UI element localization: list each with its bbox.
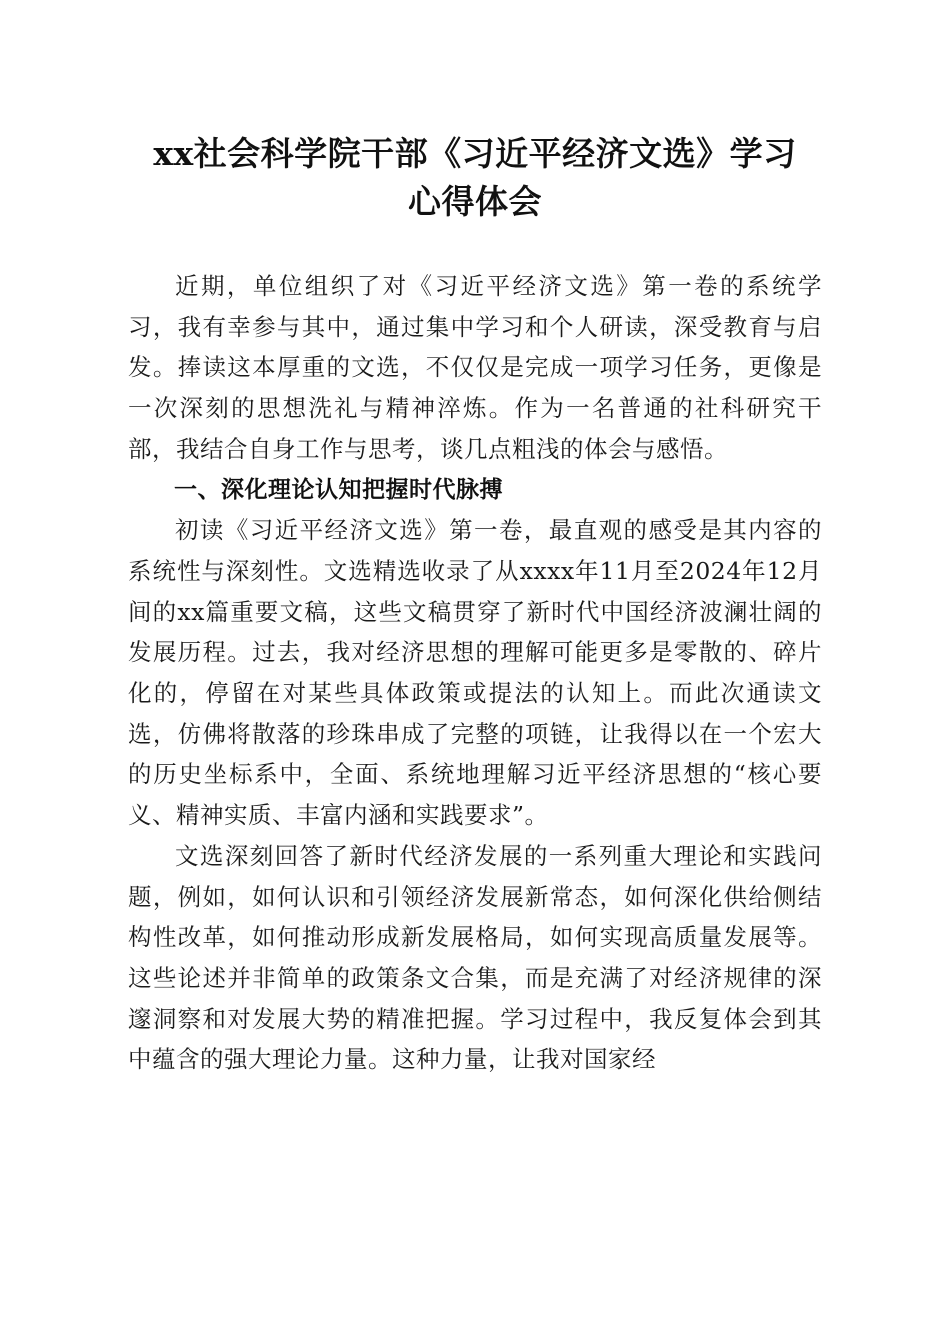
section-heading: 一、深化理论认知把握时代脉搏 <box>174 476 503 503</box>
body-paragraph: 文选深刻回答了新时代经济发展的一系列重大理论和实践问题，例如，如何认识和引领经济发展新常态，如何深化供给侧结构性改革，如何推动形成新发展格局，如何实现高质量发展等。这些论述并非简单的政策条文合集，而是充满了对经济规律的深邃洞察和对发展大势的精准把握。学习过程中，我反复体会到其中蕴含的强大理论力量。这种力量，让我对国家经 <box>128 841 822 1074</box>
body-paragraph: 初读《习近平经济文选》第一卷，最直观的感受是其内容的系统性与深刻性。文选精选收录了从xxxx年11月至2024年12月间的xx篇重要文稿，这些文稿贯穿了新时代中国经济波澜壮阔的发展历程。过去，我对经济思想的理解可能更多是零散的、碎片化的，停留在对某些具体政策或提法的认知上。而此次通读文选，仿佛将散落的珍珠串成了完整的项链，让我得以在一个宏大的历史坐标系中，全面、系统地理解习近平经济思想的“核心要义、精神实质、丰富内涵和实践要求”。 <box>128 516 822 830</box>
document-title <box>128 130 822 226</box>
intro-paragraph: 近期，单位组织了对《习近平经济文选》第一卷的系统学习，我有幸参与其中，通过集中学习和个人研读，深受教育与启发。捧读这本厚重的文选，不仅仅是完成一项学习任务，更像是一次深刻的思想洗礼与精神淬炼。作为一名普通的社科研究干部，我结合自身工作与思考，谈几点粗浅的体会与感悟。 <box>128 272 822 463</box>
document-title-line-2: 心得体会 <box>408 182 542 221</box>
document-title-line-1: xx社会科学院干部《习近平经济文选》学习 <box>153 134 797 173</box>
